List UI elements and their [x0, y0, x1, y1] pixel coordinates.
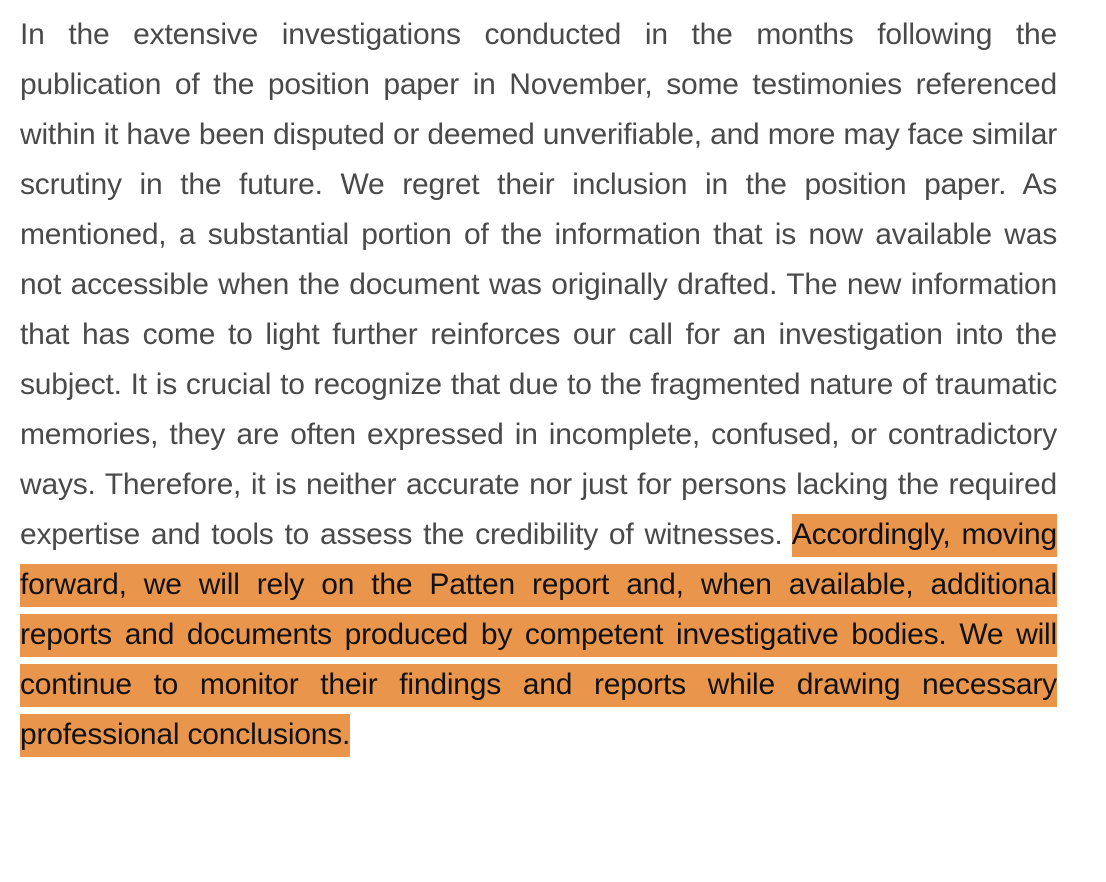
document-paragraph — [20, 10, 1057, 760]
highlighted-text: Accordingly, moving forward, we will rely on the Patten report and, when available, additional reports and documents produced by competent investigative bodies. We will continue to monitor their findings and reports while drawing necessary professional conclusions. — [20, 514, 1057, 757]
paragraph-text: In the extensive investigations conducted in the months following the publication of the position paper in November, some testimonies referenced within it have been disputed or deemed unverifiable, and more may face similar scrutiny in the future. We regret their inclusion in the position paper. As mentioned, a substantial portion of the information that is now available was not accessible when the document was originally drafted. The new information that has come to light further reinforces our call for an investigation into the subject. It is crucial to recognize that due to the fragmented nature of traumatic memories, they are often expressed in incomplete, confused, or contradictory ways. Therefore, it is neither accurate nor just for persons lacking the required expertise and tools to assess the credibility of witnesses. — [20, 18, 1057, 551]
